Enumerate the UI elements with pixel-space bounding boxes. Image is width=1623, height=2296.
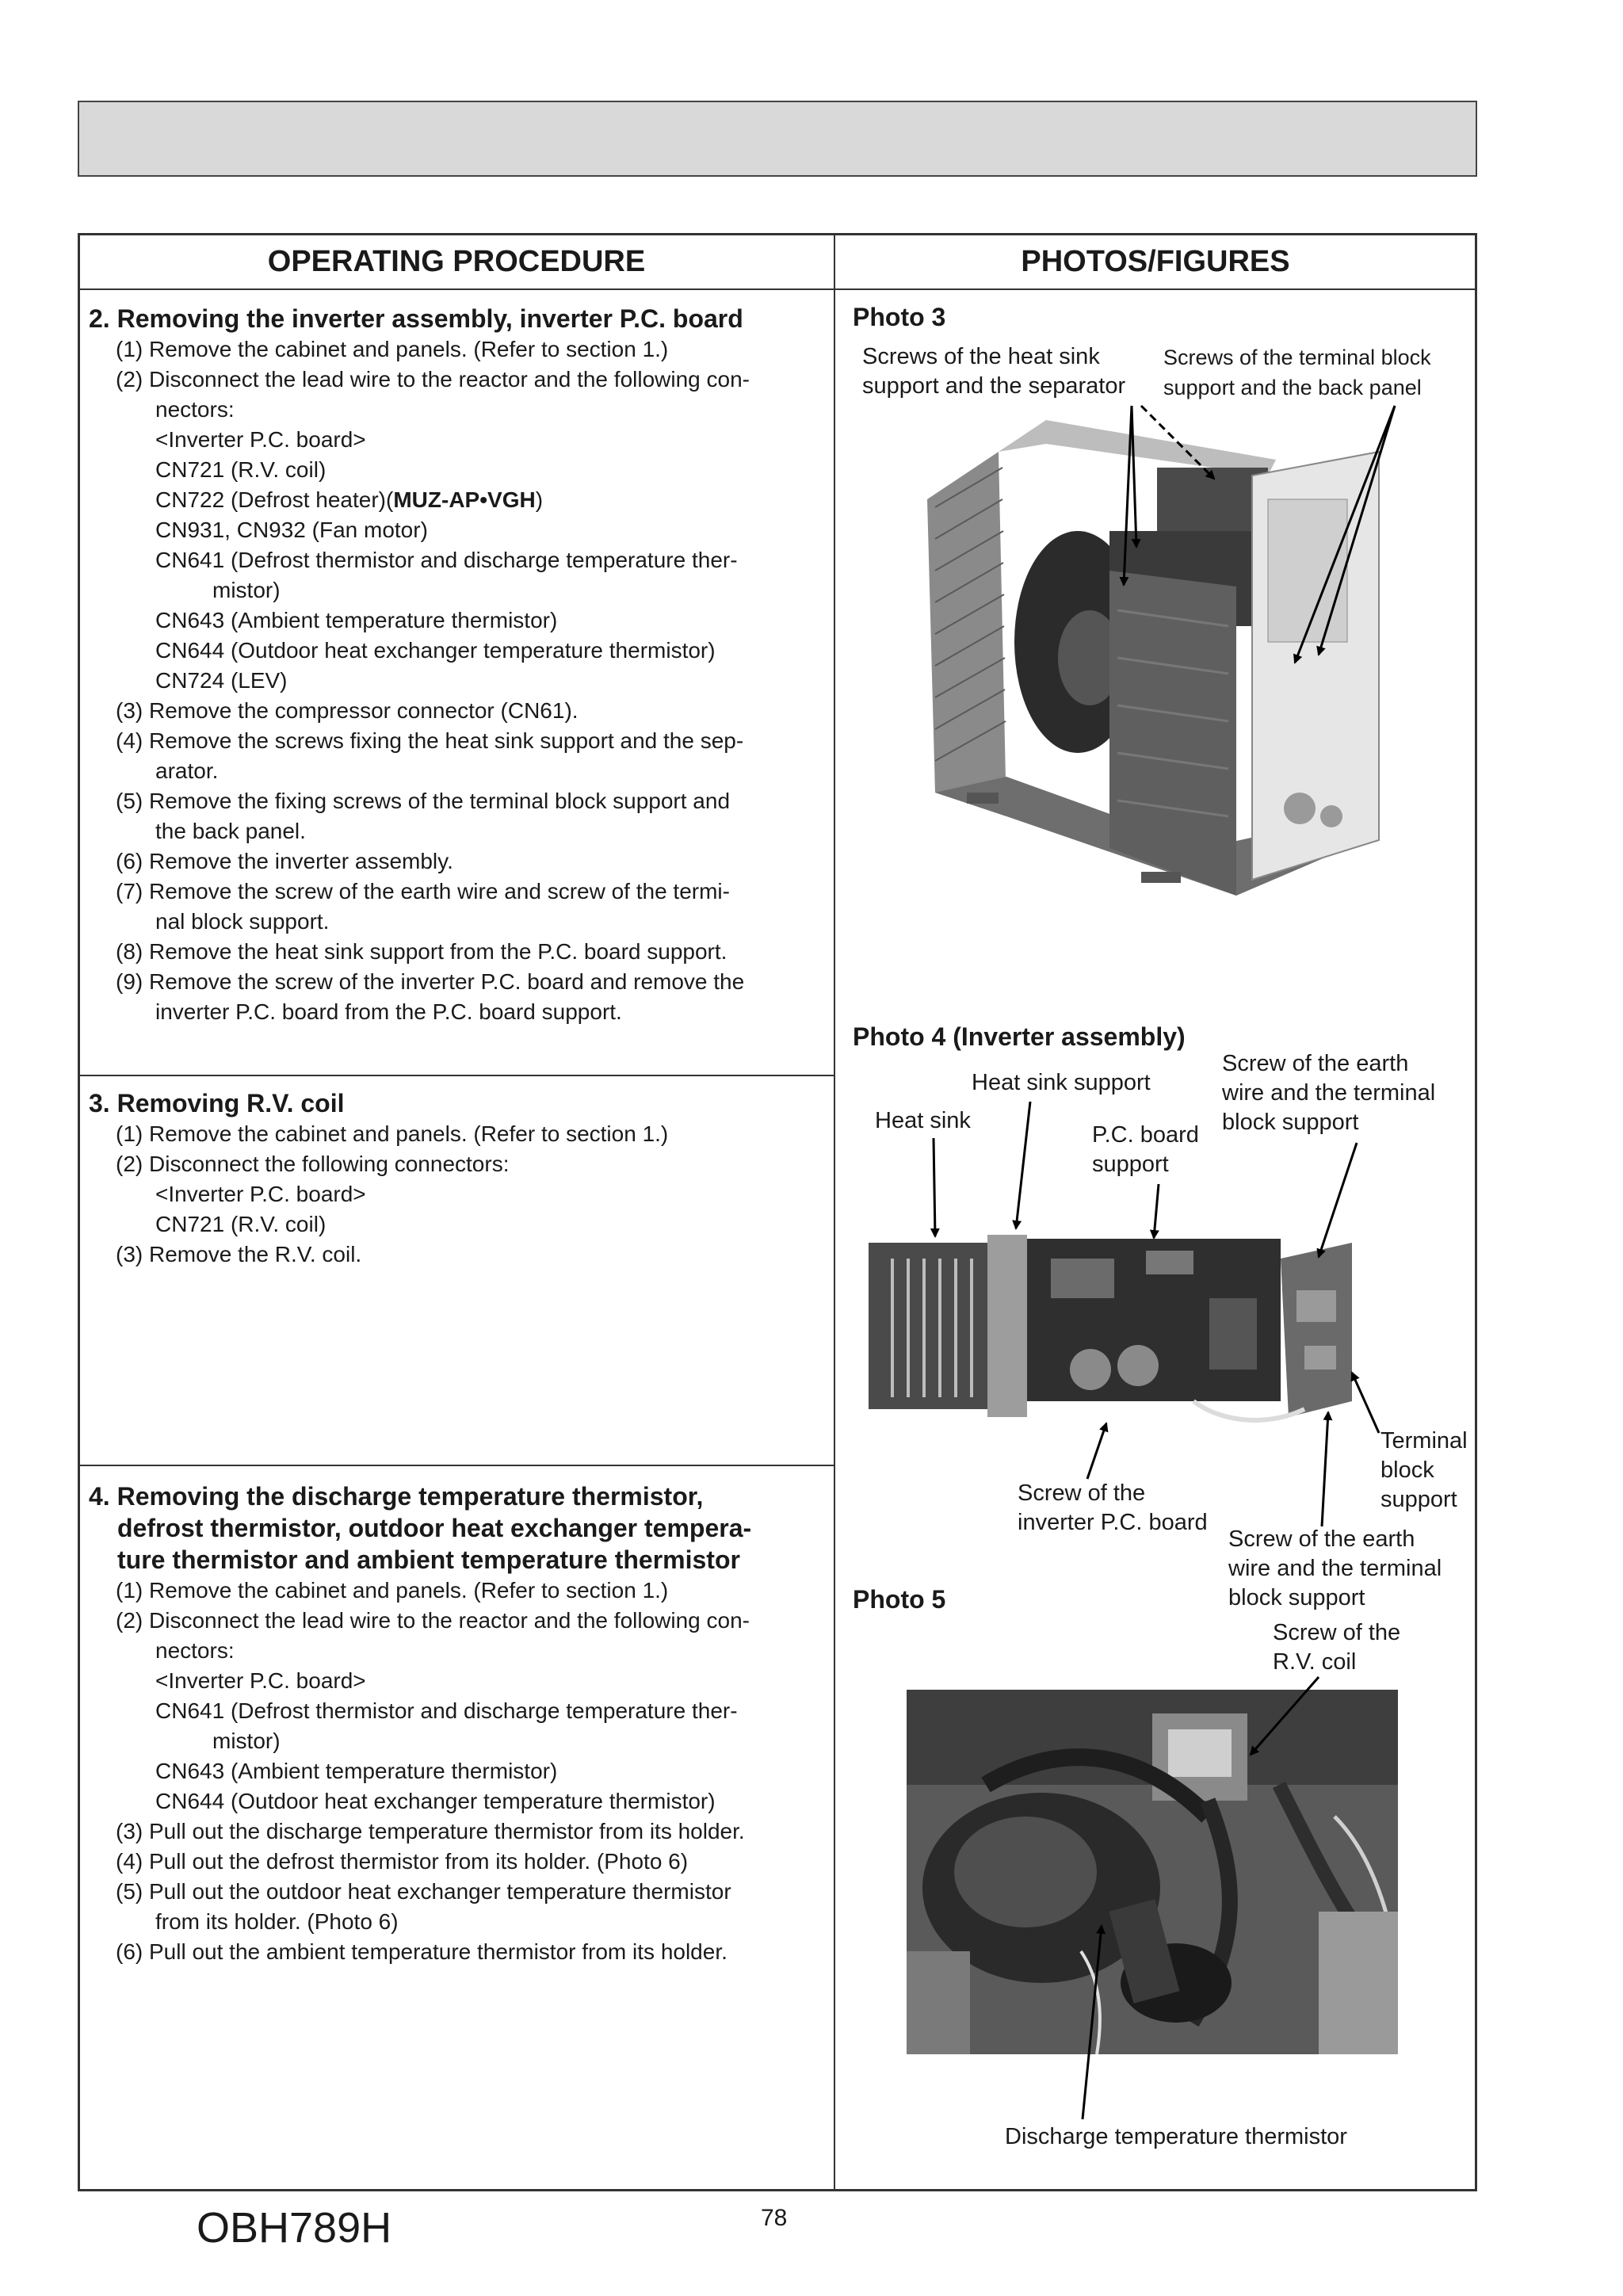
section-4-title-cont: ture thermistor and ambient temperature thermistor: [117, 1545, 740, 1574]
arrow-earth-screw-bottom: [1322, 1412, 1328, 1526]
model-code: MUZ-AP•VGH: [393, 487, 536, 512]
connector: CN641 (Defrost thermistor and discharge temperature ther-: [155, 1698, 738, 1723]
photo-4-label: Photo 4 (Inverter assembly): [853, 1022, 1186, 1051]
step: (5) Remove the fixing screws of the terminal block support and: [116, 789, 731, 813]
photo-4-annotation-terminal-block-support: Terminal block support: [1381, 1428, 1468, 1512]
connector: CN644 (Outdoor heat exchanger temperature thermistor): [155, 1789, 716, 1813]
step-cont: nectors:: [155, 1638, 235, 1663]
arrow-terminal-block-screw-a: [1295, 406, 1395, 663]
connector: CN724 (LEV): [155, 668, 288, 693]
photo-4-annotation-heat-sink: Heat sink: [875, 1108, 971, 1133]
connector-group: <Inverter P.C. board>: [155, 427, 366, 452]
step: (4) Remove the screws fixing the heat sink support and the sep-: [116, 728, 744, 753]
arrow-discharge-thermistor: [1083, 1926, 1102, 2119]
step: (4) Pull out the defrost thermistor from its holder. (Photo 6): [116, 1849, 689, 1874]
step: (8) Remove the heat sink support from the P.C. board support.: [116, 939, 727, 964]
connector: CN641 (Defrost thermistor and discharge temperature ther-: [155, 548, 738, 572]
step-cont: nectors:: [155, 397, 235, 422]
photo-5-annotation-rv-coil-screw: Screw of the R.V. coil: [1273, 1620, 1401, 1675]
connector-group: <Inverter P.C. board>: [155, 1182, 366, 1206]
connector: CN721 (R.V. coil): [155, 1212, 327, 1236]
connector: CN721 (R.V. coil): [155, 457, 327, 482]
arrow-terminal-block-support: [1352, 1373, 1379, 1433]
step: (2) Disconnect the lead wire to the reactor and the following con-: [116, 367, 750, 392]
step: (1) Remove the cabinet and panels. (Refer to section 1.): [116, 337, 669, 361]
section-4-title: 4. Removing the discharge temperature thermistor,: [89, 1482, 704, 1511]
arrow-rv-coil-screw: [1251, 1677, 1319, 1755]
photo-5-label: Photo 5: [853, 1585, 946, 1614]
step: (2) Disconnect the following connectors:: [116, 1152, 510, 1176]
arrow-heat-sink-screw-a: [1124, 406, 1132, 585]
arrow-heat-sink-screw-dashed: [1141, 406, 1214, 479]
arrow-heat-sink-support: [1016, 1102, 1030, 1228]
step: (6) Pull out the ambient temperature thermistor from its holder.: [116, 1939, 727, 1964]
photo-5-annotation-discharge-thermistor: Discharge temperature thermistor: [1005, 2124, 1347, 2149]
step-cont: nal block support.: [155, 909, 330, 934]
col-head-photos: PHOTOS/FIGURES: [1021, 245, 1290, 278]
arrow-heat-sink: [934, 1138, 935, 1236]
step: (5) Pull out the outdoor heat exchanger temperature thermistor: [116, 1879, 731, 1904]
photo-3-annotation-terminal-block-screws: Screws of the terminal block support and the back panel: [1163, 346, 1431, 399]
arrow-pcb-support: [1154, 1184, 1159, 1238]
step: (1) Remove the cabinet and panels. (Refer to section 1.): [116, 1578, 669, 1603]
photo-4-annotation-earth-screw-bottom: Screw of the earth wire and the terminal block support: [1228, 1526, 1442, 1610]
arrow-earth-screw-top: [1319, 1143, 1357, 1257]
step: (3) Pull out the discharge temperature thermistor from its holder.: [116, 1819, 745, 1843]
col-head-procedure: OPERATING PROCEDURE: [267, 245, 646, 278]
step: (2) Disconnect the lead wire to the reactor and the following con-: [116, 1608, 750, 1633]
step: (9) Remove the screw of the inverter P.C. board and remove the: [116, 969, 745, 994]
document-id: OBH789H: [197, 2204, 392, 2252]
step: (7) Remove the screw of the earth wire and screw of the termi-: [116, 879, 730, 904]
photo-3-label: Photo 3: [853, 303, 946, 331]
connector: CN643 (Ambient temperature thermistor): [155, 608, 558, 632]
connector: CN643 (Ambient temperature thermistor): [155, 1759, 558, 1783]
step-cont: from its holder. (Photo 6): [155, 1909, 399, 1934]
arrow-terminal-block-screw-b: [1319, 406, 1395, 655]
arrow-inverter-pcb-screw: [1087, 1423, 1106, 1479]
connector-group: <Inverter P.C. board>: [155, 1668, 366, 1693]
photo-4-annotation-heat-sink-support: Heat sink support: [972, 1070, 1151, 1095]
photo-3-annotation-heat-sink-screws: Screws of the heat sink support and the separator: [862, 344, 1126, 399]
page-number: 78: [761, 2205, 788, 2231]
photo-4-annotation-earth-screw-top: Screw of the earth wire and the terminal block support: [1222, 1051, 1436, 1135]
step-cont: the back panel.: [155, 819, 306, 843]
connector: CN644 (Outdoor heat exchanger temperature thermistor): [155, 638, 716, 663]
section-2-title: 2. Removing the inverter assembly, inverter P.C. board: [89, 304, 743, 333]
photo-4-annotation-pcb-support: P.C. board support: [1092, 1122, 1199, 1177]
arrow-heat-sink-screw-b: [1132, 406, 1136, 547]
step: (1) Remove the cabinet and panels. (Refer to section 1.): [116, 1121, 669, 1146]
connector-cont: mistor): [212, 1729, 281, 1753]
step: (3) Remove the R.V. coil.: [116, 1242, 362, 1266]
photo-4-annotation-inverter-pcb-screw: Screw of the inverter P.C. board: [1018, 1480, 1208, 1535]
connector-cont: mistor): [212, 578, 281, 602]
connector: CN931, CN932 (Fan motor): [155, 518, 428, 542]
step: (6) Remove the inverter assembly.: [116, 849, 453, 873]
step: (3) Remove the compressor connector (CN61).: [116, 698, 579, 723]
connector: CN722 (Defrost heater)(MUZ-AP•VGH): [155, 487, 544, 512]
section-3-title: 3. Removing R.V. coil: [89, 1089, 345, 1117]
section-4-title-cont: defrost thermistor, outdoor heat exchanger tempera-: [117, 1514, 752, 1542]
step-cont: arator.: [155, 758, 219, 783]
step-cont: inverter P.C. board from the P.C. board support.: [155, 999, 622, 1024]
